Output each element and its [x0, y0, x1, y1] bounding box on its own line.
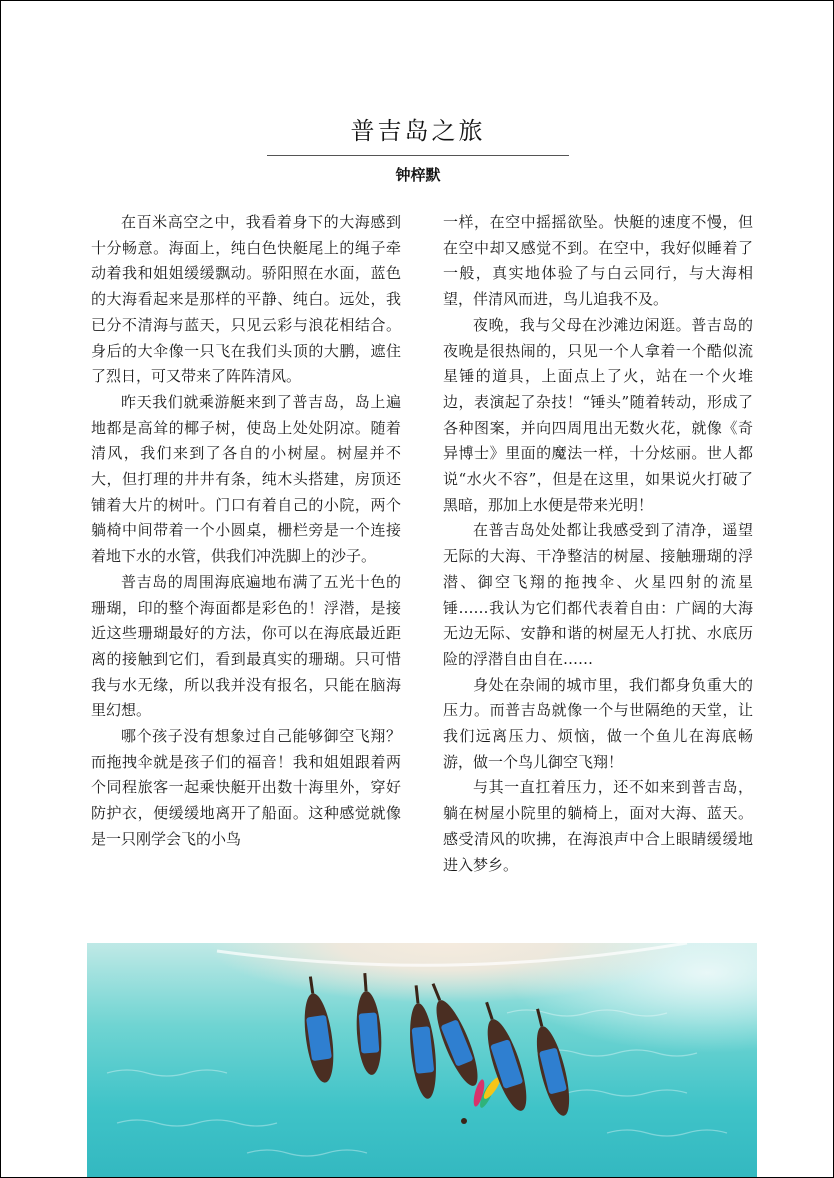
- paragraph: 身处在杂闹的城市里，我们都身负重大的压力。而普吉岛就像一个与世隔绝的天堂，让我们远离压力、烦恼，做一个鱼儿在海底畅游，做一个鸟儿御空飞翔！: [443, 675, 753, 771]
- paragraph-continuation: 一样，在空中摇摇欲坠。快艇的速度不慢，但在空中却又感觉不到。在空中，我好似睡着了一般，真实地体验了与白云同行，与大海相望，伴清风而进，鸟儿追我不及。: [443, 213, 753, 309]
- paragraph: 在百米高空之中，我看着身下的大海感到十分畅意。海面上，纯白色快艇尾上的绳子牵动着我和姐姐缓缓飘动。骄阳照在水面，蓝色的大海看起来是那样的平静、纯白。远处，我已分不清海与蓝天，只见云彩与浪花相结合。身后的大伞像一只飞在我们头顶的大鹏，遮住了烈日，可又带来了阵阵清风。: [91, 213, 401, 386]
- longtail-boat: [353, 972, 384, 1075]
- article-title: 普吉岛之旅: [350, 117, 486, 145]
- article-author: 钟梓默: [395, 166, 441, 184]
- paragraph: 与其一直扛着压力，还不如来到普吉岛，躺在树屋小院里的躺椅上，面对大海、蓝天。感受清风的吹拂，在海浪声中合上眼睛缓缓地进入梦乡。: [443, 778, 753, 874]
- boats-photo: [87, 943, 757, 1178]
- paragraph: 在普吉岛处处都让我感受到了清净，遥望无际的大海、干净整洁的树屋、接触珊瑚的浮潜、御空飞翔的拖拽伞、火星四射的流星锤……我认为它们都代表着自由：广阔的大海无边无际、安静和谐的树屋无人打扰、水底历险的浮潜自由自在……: [443, 521, 753, 668]
- left-text-column: [91, 210, 401, 853]
- paragraph: 普吉岛的周围海底遍地布满了五光十色的珊瑚，印的整个海面都是彩色的！浮潜，是接近这些珊瑚最好的方法，你可以在海底最近距离的接触到它们，看到最真实的珊瑚。只可惜我与水无缘，所以我并没有报名，只能在脑海里幻想。: [91, 572, 401, 720]
- paragraph: 哪个孩子没有想象过自己能够御空飞翔？而拖拽伞就是孩子们的福音！我和姐姐跟着两个同程旅客一起乘快艇开出数十海里外，穿好防护衣，便缓缓地离开了船面。这种感觉就像是一只刚学会飞的小鸟: [91, 727, 401, 848]
- longtail-boat: [526, 1006, 576, 1119]
- boats-illustration: [87, 943, 757, 1178]
- paragraph: 昨天我们就乘游艇来到了普吉岛，岛上遍地都是高耸的椰子树，使岛上处处阴凉。随着清风，我们来到了各自的小树屋。树屋并不大，但打理的井井有条，纯木头搭建，房顶还铺着大片的树叶。门口有着自己的小院，两个躺椅中间带着一个小圆桌，栅栏旁是一个连接着地下水的水管，供我们冲洗脚上的沙子。: [91, 392, 401, 566]
- longtail-boat: [404, 984, 440, 1100]
- paragraph: 夜晚，我与父母在沙滩边闲逛。普吉岛的夜晚是很热闹的，只见一个人拿着一个酷似流星锤的道具，上面点上了火，站在一个火堆边，表演起了杂技！“锤头”随着转动，形成了各种图案，并向四周甩出无数火花，就像《奇异博士》里面的魔法一样，十分炫丽。世人都说“水火不容”，但是在这里，如果说火打破了黑暗，那加上水便是带来光明！: [443, 315, 753, 514]
- longtail-boat: [297, 975, 338, 1085]
- right-text-column: [443, 210, 753, 878]
- title-divider: [267, 155, 569, 156]
